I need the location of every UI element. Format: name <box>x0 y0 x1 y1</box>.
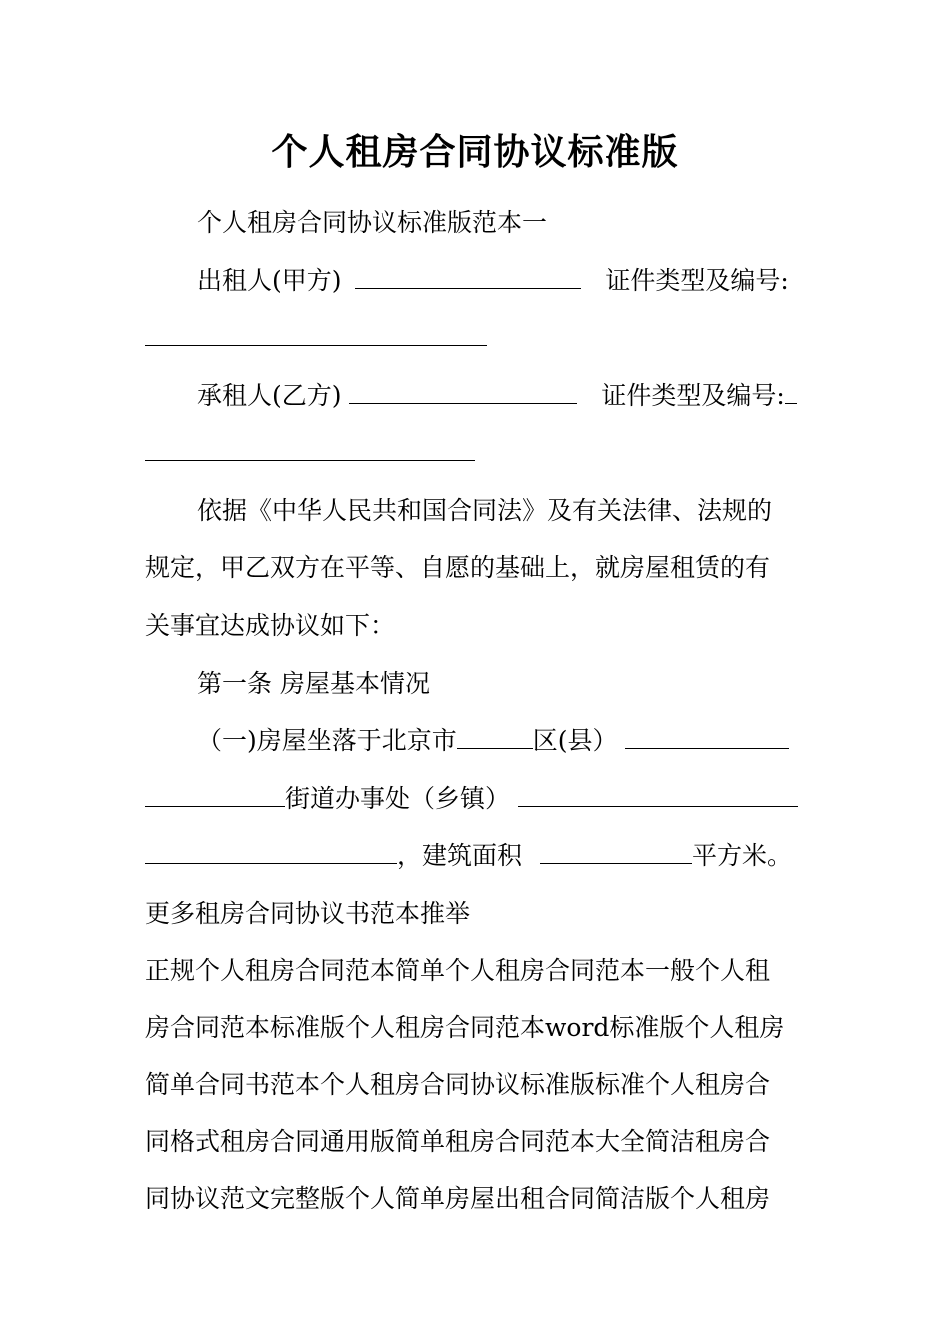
lessor-name-blank <box>355 264 581 289</box>
item1-row-3 <box>145 839 792 873</box>
lessee-id-blank-start <box>785 379 797 404</box>
item1-area-label: ，建筑面积 <box>397 841 523 870</box>
item1-row-2 <box>145 782 798 816</box>
more-line: 同协议范文完整版个人简单房屋出租合同简洁版个人租房 <box>145 1184 771 1213</box>
item1-prefix: （一)房屋坐落于北京市 <box>197 726 457 755</box>
item1-street-label: 街道办事处（乡镇） <box>285 784 511 813</box>
lessee-label: 承租人(乙方) <box>197 381 342 410</box>
more-line: 房合同范本标准版个人租房合同范本word标准版个人租房 <box>145 1013 785 1042</box>
more-line: 简单合同书范本个人租房合同协议标准版标准个人租房合 <box>145 1070 771 1099</box>
lessee-id-label: 证件类型及编号: <box>601 381 785 410</box>
area-blank <box>540 839 692 864</box>
lessor-id-row <box>145 321 487 355</box>
lessor-label: 出租人(甲方) <box>197 266 342 295</box>
lessee-id-row <box>145 436 475 470</box>
street-prefix-blank <box>145 782 285 807</box>
address-blank <box>145 839 397 864</box>
county-blank <box>625 724 789 749</box>
district-blank <box>457 724 533 749</box>
lessor-id-label: 证件类型及编号: <box>605 266 789 295</box>
subtitle: 个人租房合同协议标准版范本一 <box>197 208 548 237</box>
intro-line-2: 规定，甲乙双方在平等、自愿的基础上，就房屋租赁的有 <box>145 553 771 582</box>
more-heading: 更多租房合同协议书范本推举 <box>145 899 471 928</box>
lessee-name-blank <box>349 379 577 404</box>
intro-line-3: 关事宜达成协议如下： <box>145 611 396 640</box>
item1-district-label: 区(县） <box>532 726 618 755</box>
lessee-id-blank <box>145 436 475 461</box>
lessor-row <box>197 264 789 298</box>
item1-unit: 平方米。 <box>691 841 792 870</box>
lessor-id-blank <box>145 321 487 346</box>
article-1-heading: 第一条 房屋基本情况 <box>197 669 430 698</box>
item1-row-1 <box>197 724 789 758</box>
lessee-row <box>197 379 797 413</box>
intro-line-1: 依据《中华人民共和国合同法》及有关法律、法规的 <box>197 496 773 525</box>
more-line: 同格式租房合同通用版简单租房合同范本大全简洁租房合 <box>145 1127 771 1156</box>
street-blank <box>518 782 798 807</box>
more-line: 正规个人租房合同范本简单个人租房合同范本一般个人租 <box>145 956 771 985</box>
page-title: 个人租房合同协议标准版 <box>271 131 679 173</box>
